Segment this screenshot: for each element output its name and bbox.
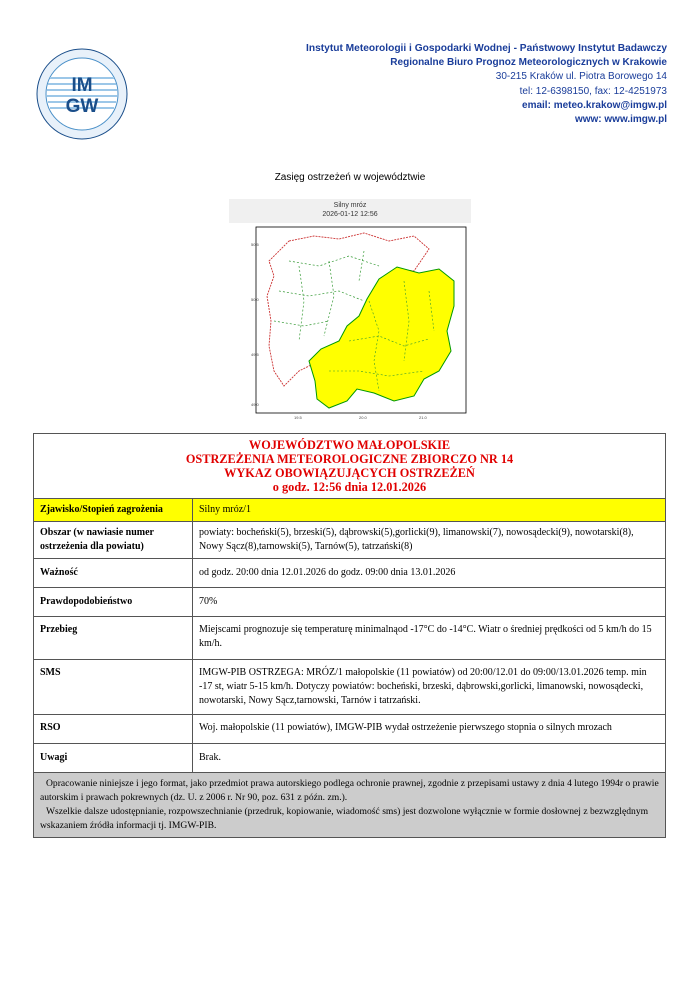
- row-label-probability: Prawdopodobieństwo: [34, 588, 193, 617]
- warning-table: [33, 433, 666, 838]
- logo-text-top: IM: [71, 75, 93, 96]
- table-row: [34, 744, 666, 773]
- table-row: [34, 522, 666, 559]
- address: 30-215 Kraków ul. Piotra Borowego 14: [495, 71, 667, 83]
- row-value-sms: IMGW-PIB OSTRZEGA: MRÓZ/1 małopolskie (11 powiatów) od 20:00/12.01 do 09:00/13.01.2026 temp. min -17 st, wiatr 5-15 km/h. Dotyczy powiatów: bocheński, brzeski, dąbrowski,gorlicki, limanowski, nowosądecki, nowotarski, Nowy Sącz,tarnowski, Tarnów i tatrzański.: [193, 660, 666, 715]
- row-label-validity: Ważność: [34, 559, 193, 588]
- phone: tel: 12-6398150, fax: 12-4251973: [519, 85, 667, 97]
- table-row: [34, 617, 666, 660]
- row-value-validity: od godz. 20:00 dnia 12.01.2026 do godz. 09:00 dnia 13.01.2026: [193, 559, 666, 588]
- row-label-course: Przebieg: [34, 617, 193, 660]
- svg-text:49.0: 49.0: [251, 402, 259, 407]
- logo-text-bottom: GW: [65, 96, 99, 117]
- row-value-phenomenon: Silny mróz/1: [193, 499, 666, 522]
- redistribution-notice: Wszelkie dalsze udostępnianie, rozpowszechnianie (przedruk, kopiowanie, wiadomość sms) jest dozwolone wyłącznie w formie dosłownej z bezwzględnym wskazaniem źródła informacji tj. IMGW-PIB.: [40, 806, 649, 831]
- table-row: [34, 559, 666, 588]
- svg-text:49.5: 49.5: [251, 352, 259, 357]
- table-row: [34, 499, 666, 522]
- map-caption-date: 2026-01-12 12:56: [322, 211, 378, 218]
- warning-map: [229, 199, 471, 424]
- svg-text:19.5: 19.5: [294, 415, 302, 420]
- copyright-footer: [34, 773, 666, 838]
- row-label-area: Obszar (w nawiasie numer ostrzeżenia dla powiatu): [34, 522, 193, 559]
- svg-text:50.5: 50.5: [251, 242, 259, 247]
- institute-header: [207, 42, 667, 127]
- row-label-sms: SMS: [34, 660, 193, 715]
- row-value-remarks: Brak.: [193, 744, 666, 773]
- copyright-notice: Opracowanie niniejsze i jego format, jako przedmiot prawa autorskiego podlega ochronie prawnej, zgodnie z przepisami ustawy z dnia 4 lutego 1994r o prawie autorskim i prawach pokrewnych (dz. U. z 2006 r. Nr 90, poz. 631 z późn. zm.).: [40, 778, 659, 803]
- warning-title-list: WYKAZ OBOWIĄZUJĄCYCH OSTRZEŻEŃ: [224, 466, 475, 480]
- table-row: [34, 715, 666, 744]
- row-value-area: powiaty: bocheński(5), brzeski(5), dąbrowski(5),gorlicki(9), limanowski(7), nowosądecki(9), nowotarski(8), Nowy Sącz(8),tarnowski(5), Tarnów(5), tatrzański(8): [193, 522, 666, 559]
- row-value-course: Miejscami prognozuje się temperaturę minimalnąod -17°C do -14°C. Wiatr o średniej prędkości od 5 km/h do 15 km/h.: [193, 617, 666, 660]
- svg-text:50.0: 50.0: [251, 297, 259, 302]
- bureau-name: Regionalne Biuro Prognoz Meteorologicznych w Krakowie: [390, 57, 667, 69]
- svg-text:21.0: 21.0: [419, 415, 427, 420]
- row-label-phenomenon: Zjawisko/Stopień zagrożenia: [34, 499, 193, 522]
- warning-title-region: WOJEWÓDZTWO MAŁOPOLSKIE: [248, 438, 451, 452]
- warning-header: [34, 434, 666, 499]
- row-label-rso: RSO: [34, 715, 193, 744]
- website: www: www.imgw.pl: [574, 114, 667, 126]
- row-value-rso: Woj. małopolskie (11 powiatów), IMGW-PIB wydał ostrzeżenie pierwszego stopnia o silnych mrozach: [193, 715, 666, 744]
- email: email: meteo.krakow@imgw.pl: [522, 99, 667, 111]
- imgw-logo: [36, 48, 128, 140]
- row-value-probability: 70%: [193, 588, 666, 617]
- institute-name: Instytut Meteorologii i Gospodarki Wodnej - Państwowy Instytut Badawczy: [306, 43, 667, 54]
- map-section-title: Zasięg ostrzeżeń w województwie: [274, 172, 426, 183]
- table-row: [34, 588, 666, 617]
- map-caption: [229, 199, 471, 223]
- warning-title-collective: OSTRZEŻENIA METEOROLOGICZNE ZBIORCZO NR 14: [185, 452, 514, 466]
- svg-text:20.0: 20.0: [359, 415, 367, 420]
- warning-title-time: o godz. 12:56 dnia 12.01.2026: [272, 480, 427, 494]
- voivodeship-map: [229, 221, 471, 424]
- map-caption-phenomenon: Silny mróz: [333, 202, 367, 209]
- row-label-remarks: Uwagi: [34, 744, 193, 773]
- table-row: [34, 660, 666, 715]
